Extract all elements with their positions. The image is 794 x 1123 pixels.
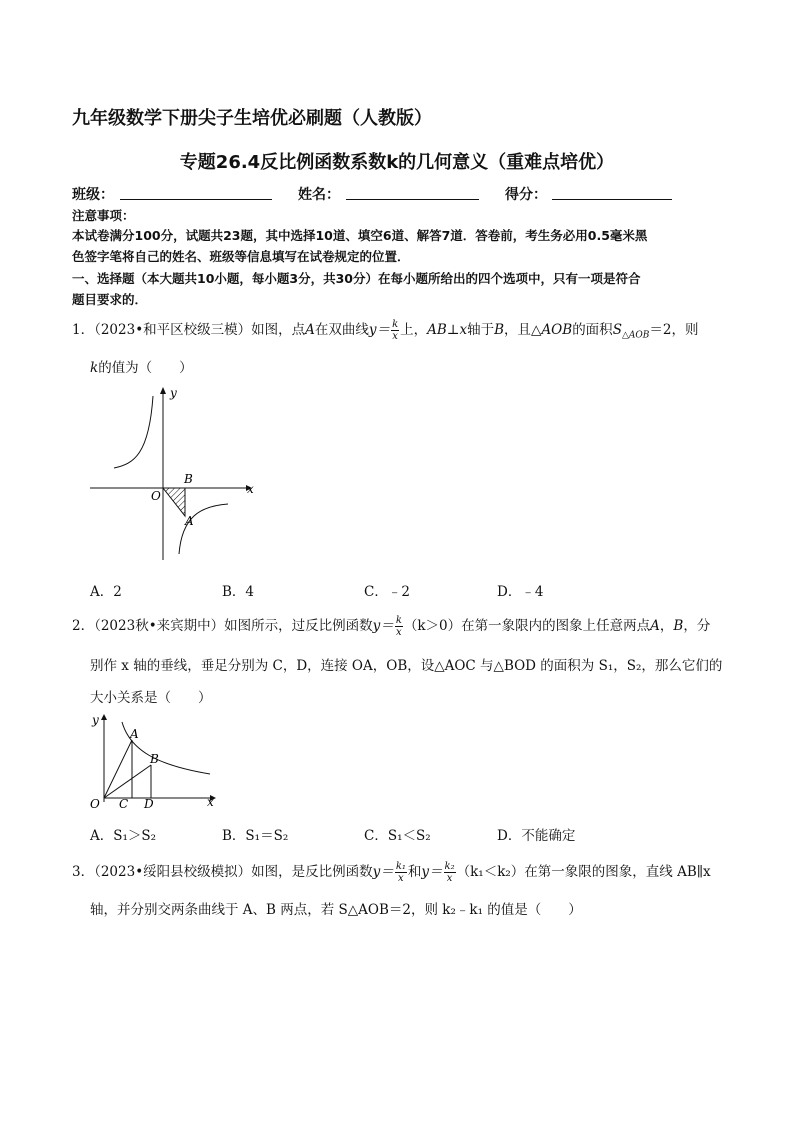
question-2-option-a[interactable]: A．S₁＞S₂	[90, 828, 157, 844]
name-label: 姓名：	[298, 187, 340, 203]
score-label: 得分：	[505, 187, 547, 203]
label-a: A	[130, 727, 139, 741]
section-heading-line-2: 题目要求的．	[72, 292, 148, 307]
question-2-stem-line-3: 大小关系是（ ）	[90, 690, 212, 706]
notes-line-1: 本试卷满分100分，试题共23题，其中选择10道、填空6道、解答7道．答卷前，考生务必用0.5毫米黑	[72, 228, 648, 243]
page-title: 专题26.4反比例函数系数k的几何意义（重难点培优）	[179, 152, 615, 173]
section-heading-line-1: 一、选择题（本大题共10小题，每小题3分，共30分）在每小题所给出的四个选项中，只有一项是符合	[72, 271, 641, 286]
question-3-stem-line-2: 轴，并分别交两条曲线于 A、B 两点，若 S△AOB＝2，则 k₂﹣k₁ 的值是（ ）	[90, 902, 582, 918]
question-1-stem: 1．（2023•和平区校级三模）如图，点A在双曲线y＝ $\frac{k}{x}$ 上，AB⊥x轴于B，且△AOB的面积$S_{\triangle AOB}=2$，则	[72, 319, 699, 342]
question-2-option-d[interactable]: D．不能确定	[497, 828, 576, 844]
class-field[interactable]	[120, 199, 272, 200]
name-field[interactable]	[346, 199, 479, 200]
label-b: B	[150, 752, 159, 766]
question-1-figure	[86, 384, 256, 564]
hyperbola-branch-lower-right	[179, 504, 228, 554]
hyperbola-branch-upper-left	[114, 396, 153, 468]
fraction-k2-over-x: $\frac{\text{k₂}}{x}$	[444, 861, 455, 884]
label-x: x	[247, 482, 254, 496]
question-1-option-b[interactable]: B．4	[222, 584, 255, 600]
question-1-option-a[interactable]: A．2	[90, 584, 122, 600]
score-field[interactable]	[552, 199, 672, 200]
question-2-figure	[86, 710, 226, 810]
label-b: B	[184, 472, 193, 486]
triangle-aob	[163, 488, 185, 516]
question-1-option-c[interactable]: C．﹣2	[364, 584, 410, 600]
question-1-option-d[interactable]: D．﹣4	[497, 584, 544, 600]
label-d: D	[144, 797, 154, 810]
y-axis-arrow	[160, 387, 166, 394]
notes-heading: 注意事项：	[72, 208, 135, 223]
y-axis-arrow	[101, 714, 107, 720]
fraction-k1-over-x: $\frac{\text{k₁}}{x}$	[395, 861, 406, 884]
label-c: C	[119, 797, 129, 810]
label-o: O	[90, 797, 100, 810]
question-2-option-b[interactable]: B．S₁＝S₂	[222, 828, 289, 844]
question-2-stem-line-2: 别作 x 轴的垂线，垂足分别为 C，D，连接 OA，OB，设△AOC 与△BOD 的面积为 S₁，S₂，那么它们的	[90, 658, 723, 674]
fraction-k-over-x: $\frac{k}{x}$	[392, 319, 399, 342]
fraction-k-over-x: $\frac{k}{x}$	[395, 615, 402, 638]
notes-line-2: 色签字笔将自己的姓名、班级等信息填写在试卷规定的位置．	[72, 249, 410, 264]
label-o: O	[151, 489, 161, 503]
label-a: A	[185, 514, 194, 528]
label-y: y	[92, 713, 99, 727]
question-1-stem-line-2: k的值为（ ）	[90, 360, 193, 376]
class-label: 班级：	[72, 187, 114, 203]
segment-ob	[104, 765, 151, 798]
segment-oa	[104, 740, 132, 798]
question-2-stem: 2．（2023秋•来宾期中）如图所示，过反比例函数y＝ $\frac{k}{x}$ （k＞0）在第一象限内的图象上任意两点A，B，分	[72, 615, 711, 638]
label-x: x	[207, 795, 214, 809]
page-header-title: 九年级数学下册尖子生培优必刷题（人教版）	[72, 108, 432, 129]
question-2-option-c[interactable]: C．S₁＜S₂	[364, 828, 431, 844]
label-y: y	[170, 386, 177, 400]
question-3-stem: 3．（2023•绥阳县校级模拟）如图，是反比例函数y＝ $\frac{\text{k₁}}{x}$ 和y＝ $\frac{\text{k₂}}{x}$ （k₁＜k₂）在第一象限的图象，直线 AB∥x	[72, 861, 711, 884]
